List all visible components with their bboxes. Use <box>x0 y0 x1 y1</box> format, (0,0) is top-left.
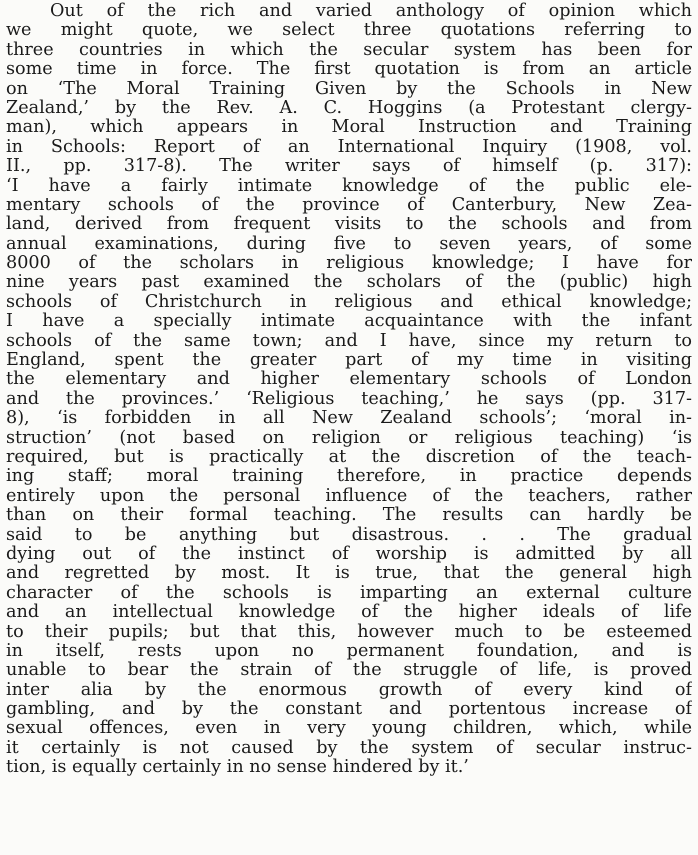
text-line: land, derived from frequent visits to the schools and from <box>6 215 692 235</box>
text-line: and regretted by most. It is true, that the general high <box>6 564 692 584</box>
text-line: ‘I have a fairly intimate knowledge of the public ele- <box>6 176 692 196</box>
text-line: said to be anything but disastrous. . . The gradual <box>6 525 692 545</box>
text-line: mentary schools of the province of Canterbury, New Zea- <box>6 195 692 215</box>
text-line: Out of the rich and varied anthology of opinion which <box>50 2 692 21</box>
text-line: inter alia by the enormous growth of every kind of <box>6 680 692 700</box>
text-line: and the provinces.’ ‘Religious teaching,’ he says (pp. 317- <box>6 389 692 409</box>
text-line: gambling, and by the constant and portentous increase of <box>6 700 692 720</box>
text-line: tion, is equally certainly in no sense hindered by it.’ <box>6 758 469 778</box>
text-line: it certainly is not caused by the system of secular instruc- <box>6 738 692 758</box>
text-line: on ‘The Moral Training Given by the Schools in New <box>6 79 692 99</box>
text-line: England, spent the greater part of my time in visiting <box>6 351 692 371</box>
text-line: sexual offences, even in very young children, which, while <box>6 719 692 739</box>
text-line: dying out of the instinct of worship is admitted by all <box>6 544 692 564</box>
text-line: than on their formal teaching. The results can hardly be <box>6 506 692 526</box>
text-line: unable to bear the strain of the struggle of life, is proved <box>6 661 692 681</box>
text-line: in itself, rests upon no permanent foundation, and is <box>6 641 692 661</box>
text-line: I have a specially intimate acquaintance with the infant <box>6 312 692 332</box>
text-line: Zealand,’ by the Rev. A. C. Hoggins (a Protestant clergy- <box>6 98 692 118</box>
text-line: schools of the same town; and I have, since my return to <box>6 331 692 351</box>
text-line: the elementary and higher elementary schools of London <box>6 370 692 390</box>
text-line: we might quote, we select three quotations referring to <box>6 21 692 41</box>
text-line: struction’ (not based on religion or religious teaching) ‘is <box>6 428 692 448</box>
text-line: 8), ‘is forbidden in all New Zealand schools’; ‘moral in- <box>6 409 692 429</box>
text-line: some time in force. The first quotation is from an article <box>6 60 692 80</box>
text-line: schools of Christchurch in religious and ethical knowledge; <box>6 292 692 312</box>
article-text <box>6 2 692 778</box>
text-line: in Schools: Report of an International Inquiry (1908, vol. <box>6 137 692 157</box>
text-line: required, but is practically at the discretion of the teach- <box>6 447 692 467</box>
text-line: ing staff; moral training therefore, in practice depends <box>6 467 692 487</box>
text-line: annual examinations, during five to seven years, of some <box>6 234 692 254</box>
text-line: entirely upon the personal influence of the teachers, rather <box>6 486 692 506</box>
text-line: 8000 of the scholars in religious knowledge; I have for <box>6 254 692 274</box>
text-line: II., pp. 317-8). The writer says of himself (p. 317): <box>6 157 692 177</box>
text-line: character of the schools is imparting an external culture <box>6 583 692 603</box>
text-line: three countries in which the secular system has been for <box>6 40 692 60</box>
text-line: to their pupils; but that this, however much to be esteemed <box>6 622 692 642</box>
text-line: man), which appears in Moral Instruction and Training <box>6 118 692 138</box>
text-line: nine years past examined the scholars of the (public) high <box>6 273 692 293</box>
text-line: and an intellectual knowledge of the higher ideals of life <box>6 603 692 623</box>
